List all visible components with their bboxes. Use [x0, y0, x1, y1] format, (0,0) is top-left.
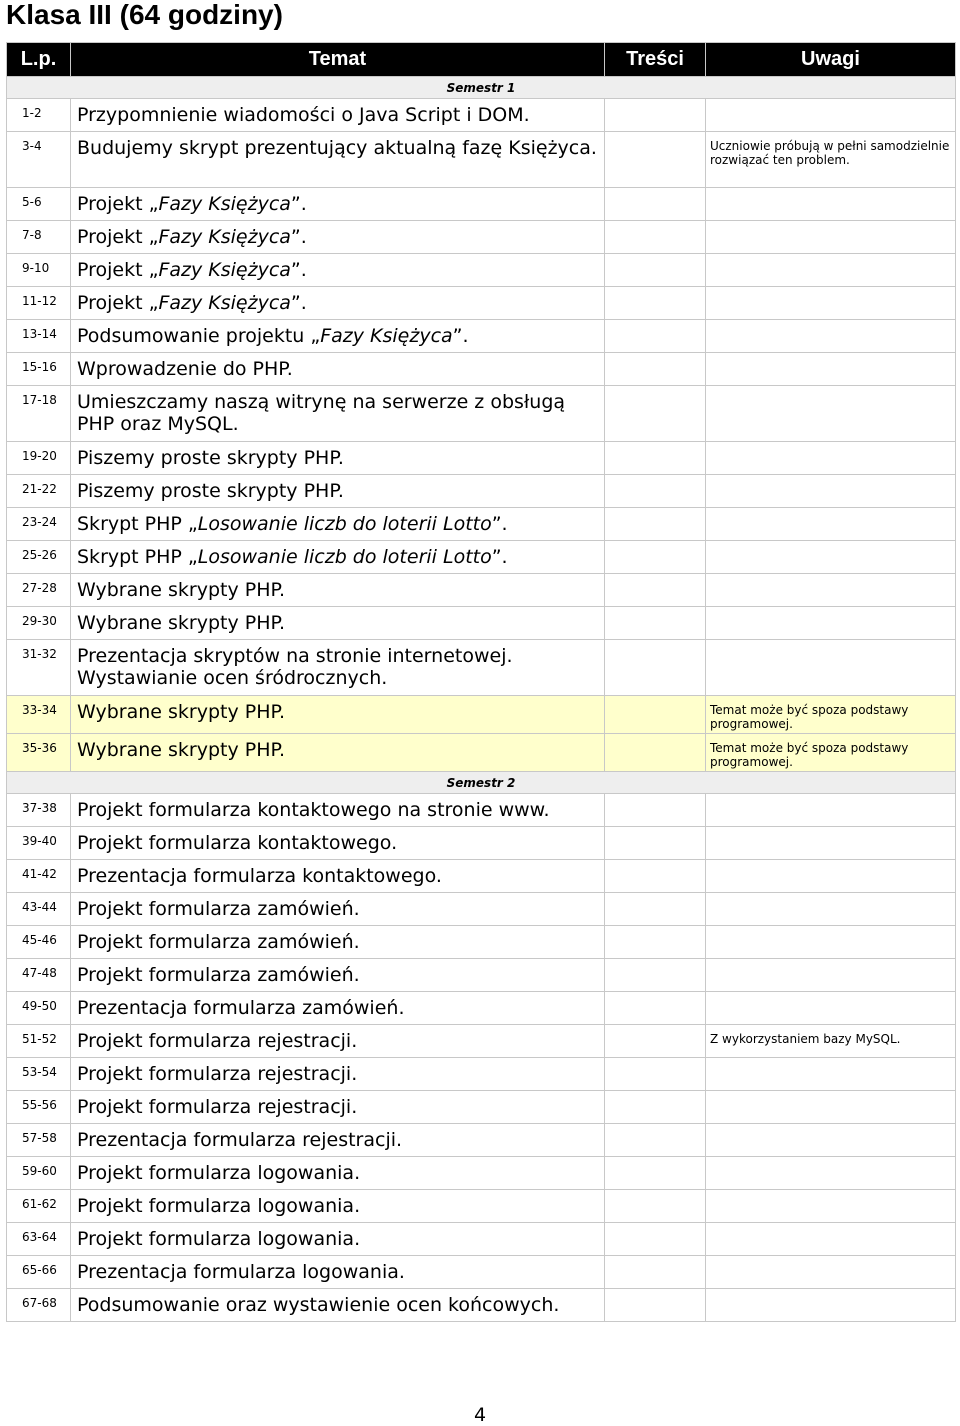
lesson-number: 31-32 [7, 640, 71, 696]
lesson-content [605, 574, 706, 607]
lesson-notes [706, 1124, 956, 1157]
lesson-number: 35-36 [7, 734, 71, 772]
semester-1-row [7, 77, 956, 99]
topic-title: Fazy Księżyca [320, 325, 453, 347]
lesson-number: 19-20 [7, 442, 71, 475]
lesson-content [605, 508, 706, 541]
lesson-number: 25-26 [7, 541, 71, 574]
topic-prefix: Projekt „ [77, 226, 159, 248]
table-header-row [7, 43, 956, 77]
lesson-number: 21-22 [7, 475, 71, 508]
table-row [7, 607, 956, 640]
lesson-notes [706, 1256, 956, 1289]
lesson-content [605, 696, 706, 734]
lesson-topic: Wybrane skrypty PHP. [71, 734, 605, 772]
lesson-notes [706, 1289, 956, 1322]
topic-prefix: Podsumowanie projektu „ [77, 325, 321, 347]
lesson-notes [706, 386, 956, 442]
lesson-number: 23-24 [7, 508, 71, 541]
lesson-notes [706, 475, 956, 508]
semester-2-label: Semestr 2 [7, 772, 956, 794]
lesson-topic [71, 287, 605, 320]
lesson-notes [706, 254, 956, 287]
lesson-number: 1-2 [7, 99, 71, 132]
topic-suffix: ”. [290, 259, 307, 281]
lesson-content [605, 860, 706, 893]
lesson-notes [706, 640, 956, 696]
lesson-notes [706, 959, 956, 992]
lesson-number: 61-62 [7, 1190, 71, 1223]
table-row [7, 1058, 956, 1091]
table-row [7, 99, 956, 132]
lesson-notes: Temat może być spoza podstawy programowej. [706, 734, 956, 772]
lesson-topic: Projekt formularza kontaktowego na stronie www. [71, 794, 605, 827]
table-row [7, 287, 956, 320]
lesson-topic [71, 541, 605, 574]
table-row [7, 475, 956, 508]
lesson-content [605, 1091, 706, 1124]
table-row [7, 353, 956, 386]
lesson-content [605, 1256, 706, 1289]
lesson-number: 47-48 [7, 959, 71, 992]
topic-title: Fazy Księżyca [158, 193, 291, 215]
lesson-number: 59-60 [7, 1157, 71, 1190]
topic-suffix: ”. [290, 292, 307, 314]
lesson-topic: Projekt formularza rejestracji. [71, 1091, 605, 1124]
lesson-content [605, 607, 706, 640]
lesson-topic: Prezentacja skryptów na stronie internetowej. Wystawianie ocen śródrocznych. [71, 640, 605, 696]
lesson-content [605, 1190, 706, 1223]
lesson-number: 11-12 [7, 287, 71, 320]
lesson-content [605, 132, 706, 188]
topic-suffix: ”. [491, 546, 508, 568]
table-row [7, 386, 956, 442]
lesson-topic: Prezentacja formularza kontaktowego. [71, 860, 605, 893]
lesson-content [605, 541, 706, 574]
lesson-notes [706, 541, 956, 574]
table-row [7, 254, 956, 287]
lesson-number: 55-56 [7, 1091, 71, 1124]
table-row [7, 926, 956, 959]
lesson-content [605, 1157, 706, 1190]
lesson-topic: Wybrane skrypty PHP. [71, 574, 605, 607]
lesson-content [605, 221, 706, 254]
lesson-number: 3-4 [7, 132, 71, 188]
lesson-number: 15-16 [7, 353, 71, 386]
table-row [7, 1124, 956, 1157]
topic-title: Losowanie liczb do loterii Lotto [197, 513, 492, 535]
header-tresci: Treści [605, 43, 706, 77]
lesson-number: 37-38 [7, 794, 71, 827]
table-row [7, 221, 956, 254]
semester-2-row [7, 772, 956, 794]
lesson-notes [706, 926, 956, 959]
table-row [7, 959, 956, 992]
lesson-number: 45-46 [7, 926, 71, 959]
table-row [7, 640, 956, 696]
lesson-notes [706, 221, 956, 254]
lesson-number: 65-66 [7, 1256, 71, 1289]
lesson-notes [706, 574, 956, 607]
lesson-notes [706, 1223, 956, 1256]
topic-suffix: ”. [290, 193, 307, 215]
topic-prefix: Projekt „ [77, 292, 159, 314]
lesson-topic [71, 320, 605, 353]
lesson-content [605, 1025, 706, 1058]
table-row [7, 893, 956, 926]
lesson-content [605, 959, 706, 992]
topic-title: Losowanie liczb do loterii Lotto [197, 546, 492, 568]
lesson-topic: Wybrane skrypty PHP. [71, 696, 605, 734]
lesson-notes [706, 893, 956, 926]
topic-suffix: ”. [290, 226, 307, 248]
lesson-number: 67-68 [7, 1289, 71, 1322]
table-row [7, 734, 956, 772]
lesson-topic: Prezentacja formularza rejestracji. [71, 1124, 605, 1157]
table-row [7, 1157, 956, 1190]
lesson-content [605, 926, 706, 959]
lesson-content [605, 734, 706, 772]
lesson-topic: Prezentacja formularza zamówień. [71, 992, 605, 1025]
lesson-number: 63-64 [7, 1223, 71, 1256]
lesson-topic: Projekt formularza kontaktowego. [71, 827, 605, 860]
lesson-notes [706, 1190, 956, 1223]
lesson-notes [706, 992, 956, 1025]
table-row [7, 1190, 956, 1223]
table-row [7, 132, 956, 188]
table-row [7, 992, 956, 1025]
lesson-topic: Projekt formularza logowania. [71, 1157, 605, 1190]
lesson-topic: Piszemy proste skrypty PHP. [71, 475, 605, 508]
lesson-content [605, 640, 706, 696]
lesson-notes [706, 442, 956, 475]
lesson-topic: Wybrane skrypty PHP. [71, 607, 605, 640]
table-row [7, 574, 956, 607]
lesson-topic: Projekt formularza rejestracji. [71, 1025, 605, 1058]
lesson-content [605, 254, 706, 287]
lesson-number: 51-52 [7, 1025, 71, 1058]
lesson-content [605, 442, 706, 475]
topic-prefix: Projekt „ [77, 259, 159, 281]
lesson-notes: Temat może być spoza podstawy programowej. [706, 696, 956, 734]
lesson-notes [706, 827, 956, 860]
lesson-number: 39-40 [7, 827, 71, 860]
lesson-content [605, 99, 706, 132]
lesson-content [605, 1058, 706, 1091]
lesson-topic [71, 508, 605, 541]
lesson-topic: Piszemy proste skrypty PHP. [71, 442, 605, 475]
table-row [7, 541, 956, 574]
lesson-number: 41-42 [7, 860, 71, 893]
topic-title: Fazy Księżyca [158, 226, 291, 248]
lesson-notes [706, 1058, 956, 1091]
header-lp: L.p. [7, 43, 71, 77]
lesson-notes [706, 188, 956, 221]
table-row [7, 1091, 956, 1124]
lesson-number: 57-58 [7, 1124, 71, 1157]
lesson-content [605, 188, 706, 221]
lesson-number: 27-28 [7, 574, 71, 607]
lesson-notes [706, 287, 956, 320]
lesson-topic [71, 188, 605, 221]
lesson-content [605, 353, 706, 386]
lesson-notes [706, 794, 956, 827]
table-row [7, 508, 956, 541]
lesson-content [605, 794, 706, 827]
header-uwagi: Uwagi [706, 43, 956, 77]
table-row [7, 188, 956, 221]
lesson-number: 53-54 [7, 1058, 71, 1091]
lesson-notes: Uczniowie próbują w pełni samodzielnie rozwiązać ten problem. [706, 132, 956, 188]
table-row [7, 860, 956, 893]
lesson-content [605, 287, 706, 320]
lesson-topic: Projekt formularza logowania. [71, 1190, 605, 1223]
lesson-notes [706, 320, 956, 353]
table-row [7, 827, 956, 860]
lesson-content [605, 475, 706, 508]
header-temat: Temat [71, 43, 605, 77]
lesson-content [605, 1289, 706, 1322]
lesson-topic: Projekt formularza zamówień. [71, 893, 605, 926]
lesson-topic: Przypomnienie wiadomości o Java Script i DOM. [71, 99, 605, 132]
lesson-content [605, 1124, 706, 1157]
lesson-topic: Projekt formularza rejestracji. [71, 1058, 605, 1091]
lesson-content [605, 386, 706, 442]
lesson-content [605, 1223, 706, 1256]
lesson-number: 43-44 [7, 893, 71, 926]
topic-suffix: ”. [452, 325, 469, 347]
lesson-topic: Projekt formularza zamówień. [71, 959, 605, 992]
table-row [7, 1256, 956, 1289]
semester-1-label: Semestr 1 [7, 77, 956, 99]
curriculum-table [6, 42, 956, 1322]
lesson-notes [706, 1091, 956, 1124]
lesson-topic [71, 254, 605, 287]
lesson-content [605, 992, 706, 1025]
lesson-topic: Umieszczamy naszą witrynę na serwerze z obsługą PHP oraz MySQL. [71, 386, 605, 442]
lesson-topic: Podsumowanie oraz wystawienie ocen końcowych. [71, 1289, 605, 1322]
lesson-content [605, 827, 706, 860]
topic-prefix: Projekt „ [77, 193, 159, 215]
lesson-topic: Wprowadzenie do PHP. [71, 353, 605, 386]
lesson-notes [706, 607, 956, 640]
page-title: Klasa III (64 godziny) [6, 0, 283, 30]
lesson-number: 13-14 [7, 320, 71, 353]
lesson-number: 33-34 [7, 696, 71, 734]
table-row [7, 1025, 956, 1058]
lesson-notes [706, 99, 956, 132]
table-row [7, 794, 956, 827]
lesson-number: 9-10 [7, 254, 71, 287]
lesson-number: 7-8 [7, 221, 71, 254]
lesson-notes [706, 508, 956, 541]
lesson-number: 17-18 [7, 386, 71, 442]
topic-prefix: Skrypt PHP „ [77, 546, 198, 568]
lesson-content [605, 320, 706, 353]
topic-title: Fazy Księżyca [158, 259, 291, 281]
table-row [7, 1289, 956, 1322]
topic-suffix: ”. [491, 513, 508, 535]
page-number: 4 [473, 1404, 487, 1426]
lesson-topic: Projekt formularza zamówień. [71, 926, 605, 959]
lesson-notes [706, 860, 956, 893]
lesson-topic [71, 221, 605, 254]
lesson-topic: Budujemy skrypt prezentujący aktualną fazę Księżyca. [71, 132, 605, 188]
table-row [7, 1223, 956, 1256]
lesson-topic: Prezentacja formularza logowania. [71, 1256, 605, 1289]
table-row [7, 696, 956, 734]
lesson-notes [706, 1157, 956, 1190]
topic-title: Fazy Księżyca [158, 292, 291, 314]
lesson-number: 29-30 [7, 607, 71, 640]
lesson-topic: Projekt formularza logowania. [71, 1223, 605, 1256]
lesson-notes [706, 353, 956, 386]
lesson-content [605, 893, 706, 926]
topic-prefix: Skrypt PHP „ [77, 513, 198, 535]
table-row [7, 320, 956, 353]
lesson-number: 49-50 [7, 992, 71, 1025]
lesson-number: 5-6 [7, 188, 71, 221]
table-row [7, 442, 956, 475]
lesson-notes: Z wykorzystaniem bazy MySQL. [706, 1025, 956, 1058]
